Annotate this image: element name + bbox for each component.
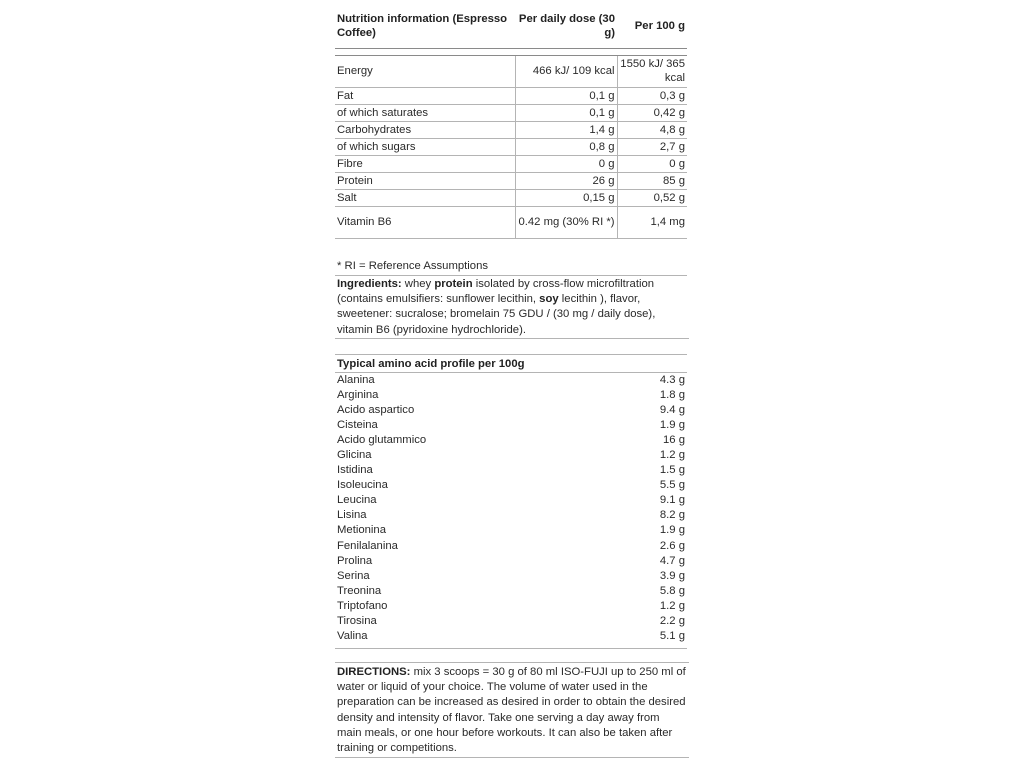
nutrition-header-row: [335, 0, 687, 48]
amino-acid-value: 8.2 g: [659, 509, 685, 522]
nutrient-daily: 0.42 mg (30% RI *): [515, 206, 617, 238]
amino-acid-divider: [335, 644, 687, 649]
header-divider: [335, 48, 687, 55]
ingredients-allergen-soy: soy: [539, 293, 559, 306]
amino-acid-name: Glicina: [337, 449, 372, 462]
nutrient-per100: 0,42 g: [617, 104, 687, 121]
nutrient-daily: 1,4 g: [515, 121, 617, 138]
amino-acid-row: [335, 584, 687, 599]
amino-acid-row: [335, 569, 687, 584]
amino-acid-row: [335, 539, 687, 554]
nutrition-row-protein: [335, 172, 687, 189]
amino-acid-value: 5.1 g: [659, 629, 685, 642]
ingredients-allergen-protein: protein: [434, 278, 473, 290]
nutrition-row-saturates: [335, 104, 687, 121]
amino-acid-value: 1.2 g: [659, 449, 685, 462]
nutrition-header-label: Nutrition information (Espresso Coffee): [337, 12, 508, 39]
nutrient-per100: 0,3 g: [617, 87, 687, 104]
amino-acid-row: [335, 629, 687, 644]
amino-acid-row: [335, 508, 687, 523]
nutrient-name: Salt: [335, 189, 515, 206]
nutrient-per100: 1550 kJ/ 365 kcal: [617, 55, 687, 87]
amino-acid-value: 1.8 g: [659, 389, 685, 402]
nutrient-name: Vitamin B6: [335, 206, 515, 238]
amino-acid-value: 1.9 g: [659, 419, 685, 432]
amino-acid-name: Metionina: [337, 524, 386, 537]
ingredients-text: isolated by cross-flow microfiltration (contains emulsifiers: sunflower lecithin,: [337, 278, 655, 306]
directions-label: DIRECTIONS:: [337, 666, 411, 678]
nutrient-name: of which sugars: [335, 138, 515, 155]
amino-acid-name: Istidina: [337, 464, 373, 477]
nutrient-per100: 0,52 g: [617, 189, 687, 206]
amino-acid-value: 3.9 g: [659, 569, 685, 582]
nutrient-daily: 466 kJ/ 109 kcal: [515, 55, 617, 87]
nutrition-row-energy: [335, 55, 687, 87]
nutrient-per100: 1,4 mg: [617, 206, 687, 238]
amino-acid-name: Prolina: [337, 554, 373, 567]
amino-acid-row: [335, 373, 687, 388]
amino-acid-name: Cisteina: [337, 419, 378, 432]
amino-acid-row: [335, 388, 687, 403]
amino-acid-value: 16 g: [663, 434, 685, 447]
amino-acid-name: Valina: [337, 629, 368, 642]
amino-acid-row: [335, 403, 687, 418]
nutrient-per100: 85 g: [617, 172, 687, 189]
nutrient-name: of which saturates: [335, 104, 515, 121]
amino-acid-row: [335, 463, 687, 478]
ingredients-text: whey: [401, 278, 435, 290]
amino-acid-name: Treonina: [337, 584, 382, 597]
nutrition-row-fibre: [335, 155, 687, 172]
amino-acid-row: [335, 523, 687, 538]
nutrition-row-fat: [335, 87, 687, 104]
amino-acid-value: 9.4 g: [659, 404, 685, 417]
amino-acid-name: Isoleucina: [337, 479, 388, 492]
amino-acid-table: [335, 354, 687, 649]
amino-acid-name: Alanina: [337, 374, 375, 386]
nutrient-daily: 0,8 g: [515, 138, 617, 155]
amino-acid-row: [335, 448, 687, 463]
amino-acid-name: Leucina: [337, 494, 377, 507]
ingredients-text: lecithin ), flavor, sweetener: sucralose; bromelain 75 GDU / (30 mg / daily dose), vitamin B6 (pyridoxine hydrochloride).: [337, 293, 656, 336]
amino-acid-value: 4.7 g: [659, 554, 685, 567]
amino-acid-row: [335, 433, 687, 448]
amino-acid-value: 1.2 g: [659, 599, 685, 612]
nutrient-daily: 0,15 g: [515, 189, 617, 206]
nutrient-per100: 4,8 g: [617, 121, 687, 138]
directions-text: mix 3 scoops = 30 g of 80 ml ISO-FUJI up to 250 ml of water or liquid of your choice. The volume of water used in the preparation can be increased as desired in order to obtain the desired density and intensity of flavor. Take one serving a day away from main meals, or one hour before workouts. It can also be taken after training or competitions.: [337, 666, 686, 755]
ingredients-block: [335, 276, 689, 339]
nutrition-row-carbohydrates: [335, 121, 687, 138]
nutrient-daily: 26 g: [515, 172, 617, 189]
amino-acid-name: Fenilalanina: [337, 539, 398, 552]
nutrient-name: Fibre: [335, 155, 515, 172]
nutrient-per100: 0 g: [617, 155, 687, 172]
amino-acid-row: [335, 493, 687, 508]
amino-acid-name: Acido glutammico: [337, 434, 427, 447]
ingredients-label: Ingredients:: [337, 278, 402, 290]
nutrient-name: Protein: [335, 172, 515, 189]
amino-acid-name: Arginina: [337, 389, 379, 402]
amino-acid-name: Acido aspartico: [337, 404, 415, 417]
amino-acid-value: 1.5 g: [659, 464, 685, 477]
amino-acid-name: Serina: [337, 569, 370, 582]
header-per-100g: Per 100 g: [634, 19, 685, 32]
nutrient-daily: 0 g: [515, 155, 617, 172]
nutrition-panel: [335, 0, 687, 755]
ri-footnote: * RI = Reference Assumptions: [335, 258, 687, 276]
amino-acid-name: Lisina: [337, 509, 367, 522]
amino-acid-value: 9.1 g: [659, 494, 685, 507]
amino-acid-title: Typical amino acid profile per 100g: [335, 355, 687, 373]
amino-acid-list: [335, 373, 687, 644]
nutrient-name: Carbohydrates: [335, 121, 515, 138]
amino-acid-value: 2.6 g: [659, 539, 685, 552]
nutrient-daily: 0,1 g: [515, 87, 617, 104]
nutrient-name: Energy: [335, 55, 515, 87]
amino-acid-name: Triptofano: [337, 599, 388, 612]
directions-block: [335, 662, 689, 758]
amino-acid-name: Tirosina: [337, 614, 377, 627]
amino-acid-row: [335, 554, 687, 569]
amino-acid-row: [335, 614, 687, 629]
amino-acid-row: [335, 478, 687, 493]
nutrient-per100: 2,7 g: [617, 138, 687, 155]
nutrition-row-salt: [335, 189, 687, 206]
amino-acid-row: [335, 599, 687, 614]
nutrient-daily: 0,1 g: [515, 104, 617, 121]
amino-acid-value: 4.3 g: [659, 374, 685, 386]
amino-acid-row: [335, 418, 687, 433]
nutrition-table: [335, 0, 687, 239]
amino-acid-value: 1.9 g: [659, 524, 685, 537]
amino-acid-value: 5.8 g: [659, 584, 685, 597]
amino-acid-value: 5.5 g: [659, 479, 685, 492]
nutrition-row-vitamin-b6: [335, 206, 687, 238]
nutrient-name: Fat: [335, 87, 515, 104]
nutrition-row-sugars: [335, 138, 687, 155]
amino-acid-value: 2.2 g: [659, 614, 685, 627]
header-per-daily-dose: Per daily dose (30 g): [518, 12, 615, 39]
